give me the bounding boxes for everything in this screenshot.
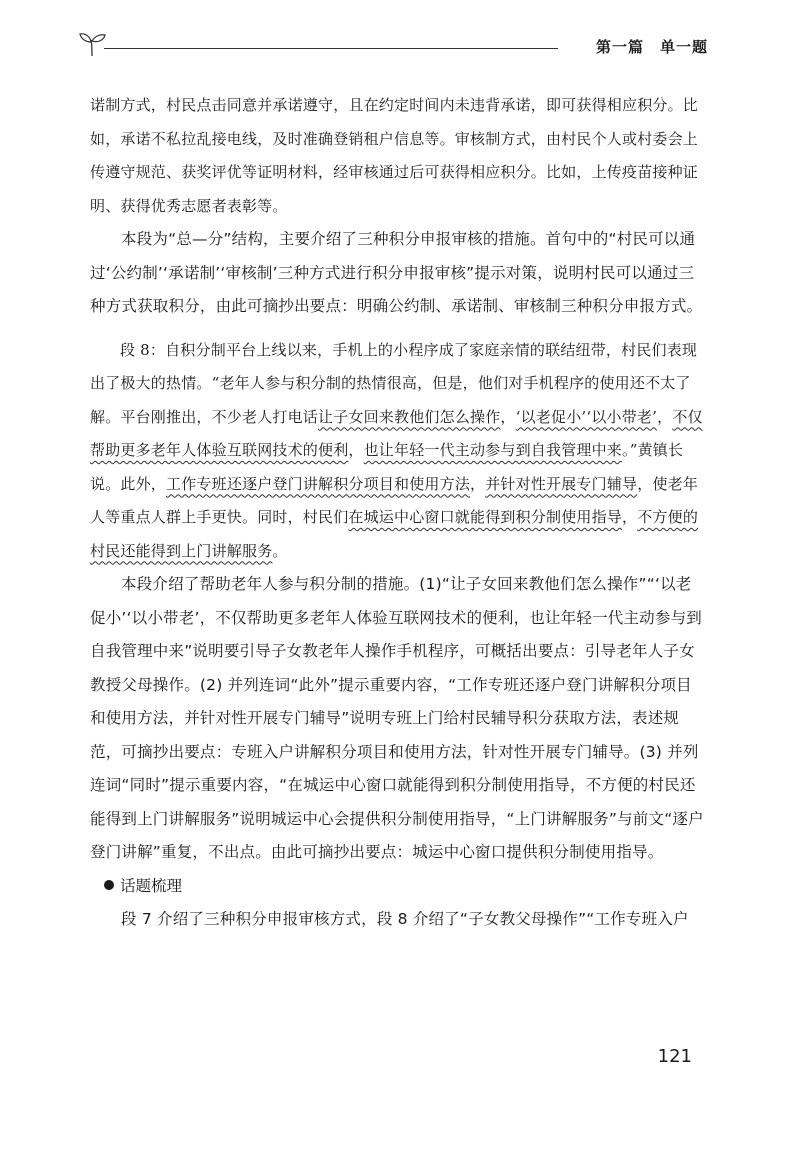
underlined-phrase: 让子女回来教他们怎么操作	[318, 407, 501, 426]
section-title: 第一篇 单一题	[595, 38, 708, 56]
text-run: ，使老年人等重点人群上手更快。同时，村民们	[90, 474, 699, 526]
sprout-icon	[78, 30, 108, 58]
page-number: 121	[657, 1046, 692, 1067]
text-run: 。	[272, 541, 288, 560]
paragraph-source-8	[90, 334, 705, 569]
paragraph-topic-summary: 段 7 介绍了三种积分申报审核方式，段 8 介绍了“子女教父母操作”“工作专班入户	[121, 910, 689, 928]
page-body	[90, 89, 705, 937]
text-run: ，	[500, 407, 516, 426]
text-run: 。”黄镇长说。此外，	[90, 441, 684, 493]
underlined-phrase: 并针对性开展专门辅导	[485, 474, 638, 493]
underlined-phrase: 工作专班还逐户登门讲解积分项目和使用方法	[166, 474, 471, 493]
header-rule	[104, 48, 558, 49]
paragraph-analysis-7: 本段为“总—分”结构，主要介绍了三种积分申报审核的措施。首句中的“村民可以通过‘公约制’‘承诺制’‘审核制’三种方式进行积分申报审核”提示对策，说明村民可以通过三种方式获取积分，由此可摘抄出要点：明确公约制、承诺制、审核制三种积分申报方式。	[90, 230, 703, 315]
bullet-icon	[104, 880, 114, 890]
text-run: ，	[657, 407, 673, 426]
underlined-phrase: 不方便的村民还能得到上门讲解服务	[90, 508, 699, 560]
paragraph-analysis-8: 本段介绍了帮助老年人参与积分制的措施。(1)“让子女回来教他们怎么操作”“‘以老促小’‘以小带老’，不仅帮助更多老年人体验互联网技术的便利，也让年轻一代主动参与到自我管理中来”说明要引导子女教老年人操作手机程序，可概括出要点：引导老年人子女教授父母操作。(2) 并列连词“此外”提示重要内容，“工作专班还逐户登门讲解积分项目和使用方法，并针对性开展专门辅导”说明专班上门给村民辅导积分获取方法，表述规范，可摘抄出要点：专班入户讲解积分项目和使用方法，针对性开展专门辅导。(3) 并列连词“同时”提示重要内容，“在城运中心窗口就能得到积分制使用指导，不方便的村民还能得到上门讲解服务”说明城运中心会提供积分制使用指导，“上门讲解服务”与前文“逐户登门讲解”重复，不出点。由此可摘抄出要点：城运中心窗口提供积分制使用指导。	[90, 575, 704, 861]
underlined-phrase: ‘以老促小’‘以小带老’	[515, 407, 658, 426]
text-run: ，	[470, 474, 486, 493]
topic-heading	[90, 870, 705, 904]
running-header	[78, 28, 708, 62]
text-run: ，	[622, 508, 638, 526]
text-run: ，	[348, 441, 364, 459]
underlined-phrase: 不仅帮助更多老年人体验互联网技术的便利	[90, 407, 703, 459]
topic-heading-label: 话题梳理	[120, 876, 183, 895]
underlined-phrase: 在城运中心窗口就能得到积分制使用指导	[348, 508, 623, 526]
paragraph-source-7-end: 诺制方式，村民点击同意并承诺遵守，且在约定时间内未违背承诺，即可获得相应积分。比如，承诺不私拉乱接电线，及时准确登销租户信息等。审核制方式，由村民个人或村委会上传遵守规范、获奖评优等证明材料，经审核通过后可获得相应积分。比如，上传疫苗接种证明、获得优秀志愿者表彰等。	[90, 96, 699, 215]
underlined-phrase: 也让年轻一代主动参与到自我管理中来	[363, 441, 623, 459]
text-run: 段 8：自积分制平台上线以来，手机上的小程序成了家庭亲情的联结纽带，村民们表现出了极大的热情。“老年人参与积分制的热情很高，但是，他们对手机程序的使用还不太了解。平台刚推出，不少老人打电话	[90, 340, 698, 426]
